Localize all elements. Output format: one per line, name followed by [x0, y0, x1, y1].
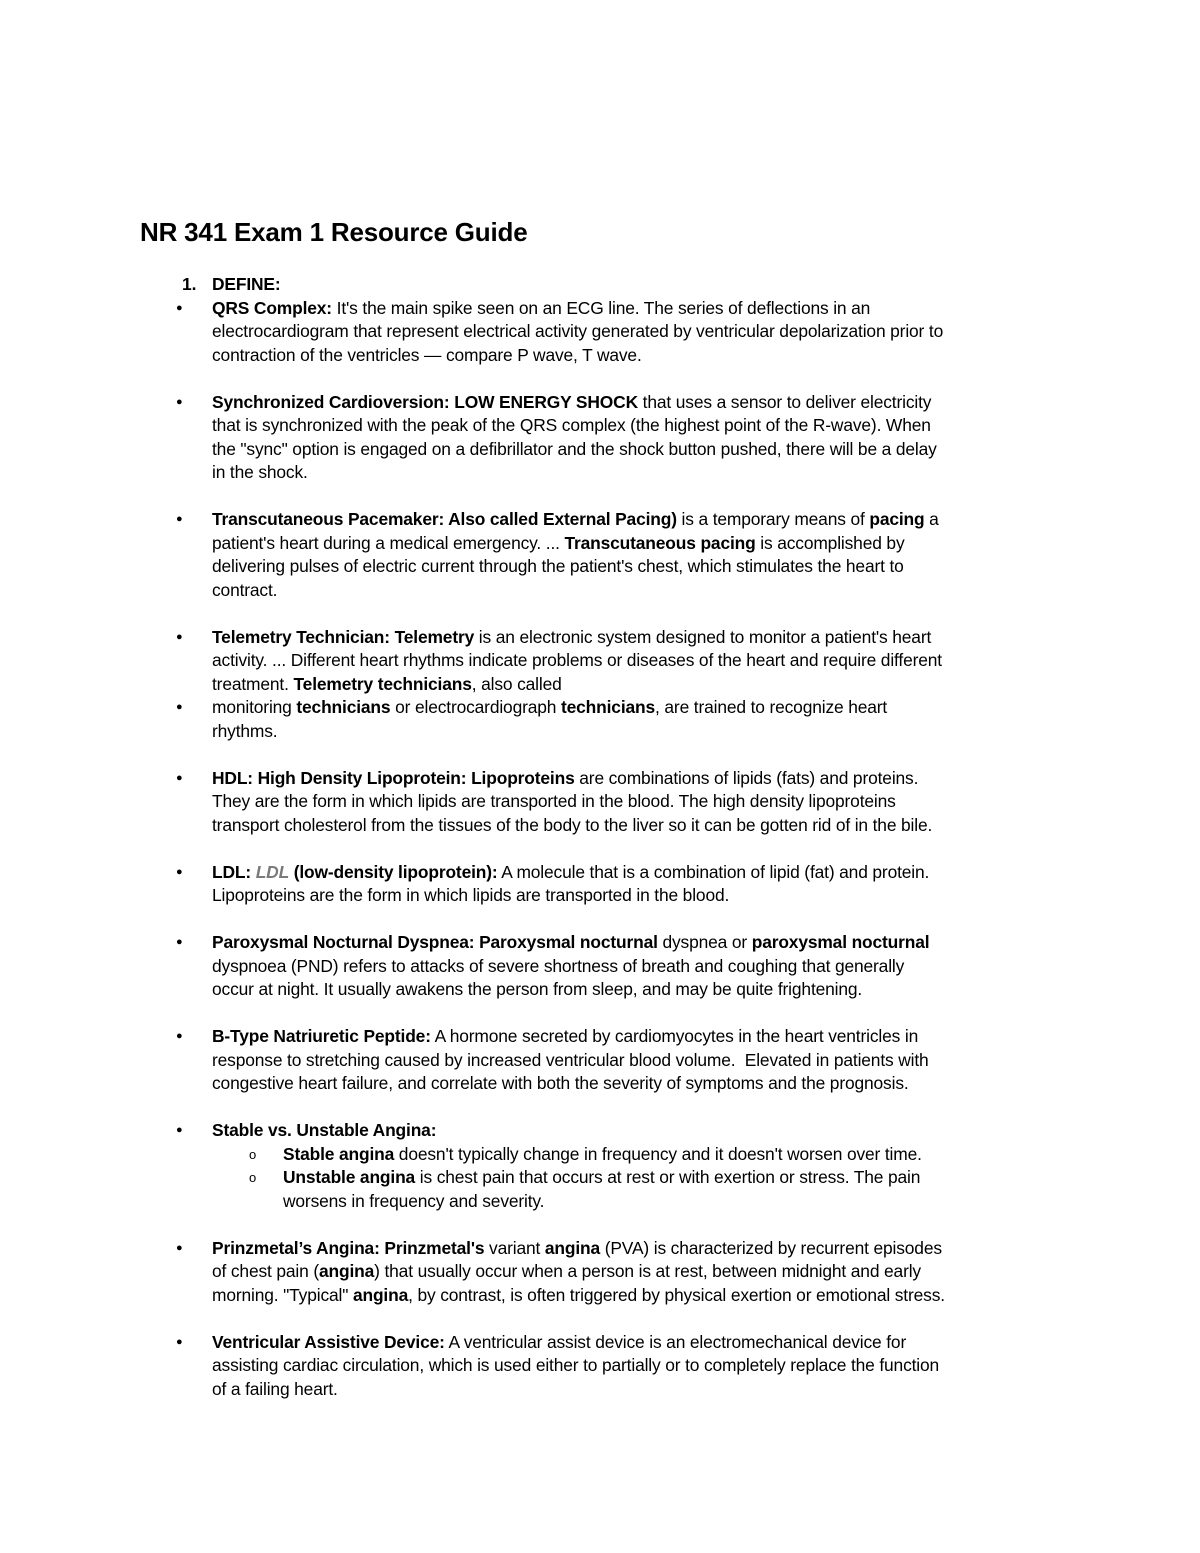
body-text: dyspnoea (PND) refers to attacks of severe shortness of breath and coughing that generally	[212, 955, 905, 976]
body-text: It's the main spike seen on an ECG line. The series of deflections in an	[331, 297, 871, 318]
definition-group	[0, 626, 1200, 744]
body-text: of a failing heart.	[212, 1378, 338, 1399]
bullet-dot-icon: ●	[176, 1241, 183, 1254]
definition-group	[0, 273, 1200, 367]
bold-text: paroxysmal nocturnal	[751, 932, 930, 952]
body-text: variant	[484, 1237, 545, 1258]
list-number: 1.	[182, 274, 197, 294]
bold-text: angina	[319, 1261, 375, 1281]
text-line	[0, 1190, 1200, 1214]
bold-text: technicians	[561, 697, 656, 717]
definition-group	[0, 1331, 1200, 1402]
body-text: rhythms.	[212, 720, 278, 741]
list-item	[0, 1119, 1200, 1143]
list-item	[0, 931, 1200, 1002]
body-text: patient's heart during a medical emergency. ...	[212, 532, 565, 553]
body-text: A hormone secreted by cardiomyocytes in the heart ventricles in	[430, 1026, 919, 1046]
italic-text: LDL	[255, 861, 290, 882]
list-item	[0, 1331, 1200, 1402]
text-line	[0, 532, 1200, 556]
bullet-circle-icon: o	[249, 1170, 257, 1185]
bullet-dot-icon: ●	[176, 1335, 183, 1348]
body-text: dyspnea or	[657, 932, 752, 952]
text-line	[0, 414, 1200, 438]
bold-text: technicians	[296, 697, 391, 717]
body-text: monitoring	[212, 697, 297, 717]
text-line	[0, 344, 1200, 368]
body-text: is a temporary means of	[676, 509, 870, 529]
definition-group	[0, 1237, 1200, 1308]
body-text: is chest pain that occurs at rest or with exertion or stress. The pain	[415, 1167, 921, 1187]
text-line	[0, 1166, 1200, 1190]
body-text: congestive heart failure, and correlate with both the severity of symptoms and the prognosis.	[212, 1073, 909, 1093]
body-text: assisting cardiac circulation, which is used either to partially or to completely replace the function	[212, 1355, 940, 1375]
bold-text: B-Type Natriuretic Peptide:	[212, 1026, 431, 1046]
list-item	[0, 767, 1200, 838]
body-text: is an electronic system designed to monitor a patient's heart	[474, 626, 932, 647]
bold-text: angina	[544, 1237, 601, 1258]
body-text: Lipoproteins are the form in which lipids are transported in the blood.	[212, 885, 730, 905]
list-item	[0, 273, 1200, 297]
body-text: contract.	[212, 579, 278, 600]
bullet-dot-icon: ●	[176, 771, 183, 784]
body-text: A molecule that is a combination of lipid (fat) and protein.	[497, 861, 930, 882]
list-item	[0, 1025, 1200, 1096]
body-text: that uses a sensor to deliver electricity	[637, 391, 932, 412]
text-line	[0, 320, 1200, 344]
text-line	[0, 790, 1200, 814]
bold-text: Transcutaneous Pacemaker: Also called External Pacing)	[212, 509, 677, 529]
list-item	[0, 626, 1200, 697]
body-text: transport cholesterol from the tissues of the body to the liver so it can be gotten rid of in the bile.	[212, 814, 933, 835]
bold-text: Stable angina	[283, 1143, 395, 1164]
text-line	[0, 579, 1200, 603]
body-text: ) that usually occur when a person is at rest, between midnight and early	[374, 1261, 921, 1281]
bold-text: Synchronized Cardioversion: LOW ENERGY SHOCK	[212, 391, 638, 412]
list-item	[0, 696, 1200, 743]
list-item	[0, 1237, 1200, 1308]
text-line	[0, 1072, 1200, 1096]
body-text: delivering pulses of electric current through the patient's chest, which stimulates the heart to	[212, 556, 904, 576]
body-text: response to stretching caused by increased ventricular blood volume. Elevated in patients with	[212, 1049, 929, 1070]
bold-text: Stable vs. Unstable Angina:	[212, 1120, 437, 1140]
list-item	[0, 391, 1200, 485]
definition-group	[0, 1025, 1200, 1096]
text-line	[0, 884, 1200, 908]
body-text: that is synchronized with the peak of the QRS complex (the highest point of the R-wave). When	[212, 415, 931, 435]
text-line	[0, 978, 1200, 1002]
text-line	[0, 555, 1200, 579]
bullet-dot-icon: ●	[176, 936, 183, 948]
bullet-dot-icon: ●	[176, 513, 183, 525]
body-text: , by contrast, is often triggered by physical exertion or emotional stress.	[408, 1284, 945, 1305]
bullet-dot-icon: ●	[176, 1124, 183, 1136]
bullet-dot-icon: ●	[176, 701, 183, 713]
bold-text: angina	[352, 1284, 409, 1305]
text-line	[0, 1354, 1200, 1378]
text-line	[0, 273, 1200, 297]
body-text: (PVA) is characterized by recurrent episodes	[600, 1237, 942, 1258]
sub-list-item	[0, 1143, 1200, 1167]
bold-text: Telemetry Technician: Telemetry	[212, 626, 475, 647]
body-text: morning. "Typical"	[212, 1284, 353, 1305]
bullet-dot-icon: ●	[176, 301, 183, 314]
list-item	[0, 508, 1200, 602]
body-text: are combinations of lipids (fats) and proteins.	[574, 767, 919, 788]
body-text: worsens in frequency and severity.	[283, 1190, 545, 1211]
body-text: the "sync" option is engaged on a defibrillator and the shock button pushed, there will be a delay	[212, 438, 937, 459]
bullet-circle-icon: o	[249, 1146, 257, 1162]
page-title: NR 341 Exam 1 Resource Guide	[140, 217, 528, 247]
body-text: treatment.	[212, 673, 294, 694]
list-item	[0, 861, 1200, 908]
text-line	[0, 814, 1200, 838]
text-line	[0, 1284, 1200, 1308]
body-text: or electrocardiograph	[390, 697, 561, 717]
bullet-dot-icon: ●	[176, 1030, 183, 1042]
bold-text: LDL:	[212, 861, 256, 882]
bold-text: Unstable angina	[283, 1167, 416, 1187]
definition-group	[0, 391, 1200, 485]
text-line	[0, 1049, 1200, 1073]
body-text: is accomplished by	[755, 532, 905, 553]
text-line	[0, 673, 1200, 697]
bullet-dot-icon: ●	[176, 630, 183, 643]
body-text: activity. ... Different heart rhythms indicate problems or diseases of the heart and require different	[212, 650, 942, 670]
bold-text: HDL: High Density Lipoprotein: Lipoproteins	[212, 767, 575, 788]
body-text: , also called	[471, 673, 562, 694]
bold-text: QRS Complex:	[212, 297, 332, 318]
definition-group	[0, 508, 1200, 602]
definition-list	[0, 273, 1200, 1425]
body-text: electrocardiogram that represent electrical activity generated by ventricular depolarization prior to	[212, 321, 944, 341]
body-text: in the shock.	[212, 462, 308, 482]
bold-text: Ventricular Assistive Device:	[212, 1331, 445, 1352]
text-line	[0, 1260, 1200, 1284]
bold-text: Prinzmetal’s Angina: Prinzmetal's	[212, 1237, 485, 1258]
body-text: a	[924, 509, 939, 529]
definition-group	[0, 861, 1200, 908]
text-line	[0, 1378, 1200, 1402]
bold-text: Paroxysmal Nocturnal Dyspnea: Paroxysmal nocturnal	[212, 932, 658, 952]
bullet-dot-icon: ●	[176, 865, 183, 878]
text-line	[0, 438, 1200, 462]
text-line	[0, 649, 1200, 673]
bold-text: Transcutaneous pacing	[564, 532, 756, 553]
list-item	[0, 297, 1200, 368]
body-text: of chest pain (	[212, 1261, 319, 1281]
text-line	[0, 955, 1200, 979]
sub-list-item	[0, 1166, 1200, 1213]
body-text: contraction of the ventricles — compare P wave, T wave.	[212, 344, 642, 365]
bullet-dot-icon: ●	[176, 395, 183, 408]
definition-group	[0, 767, 1200, 838]
body-text: A ventricular assist device is an electromechanical device for	[444, 1331, 907, 1352]
text-line	[0, 720, 1200, 744]
text-line	[0, 1143, 1200, 1167]
bold-text: DEFINE:	[212, 274, 281, 294]
body-text: They are the form in which lipids are transported in the blood. The high density lipoproteins	[212, 791, 896, 811]
definition-group	[0, 931, 1200, 1002]
bold-text: (low-density lipoprotein):	[289, 861, 498, 882]
body-text: occur at night. It usually awakens the person from sleep, and may be quite frightening.	[212, 979, 863, 999]
bold-text: Telemetry technicians	[293, 673, 472, 694]
text-line	[0, 461, 1200, 485]
body-text: doesn't typically change in frequency and it doesn't worsen over time.	[394, 1143, 922, 1164]
body-text: , are trained to recognize heart	[655, 697, 888, 717]
definition-group	[0, 1119, 1200, 1213]
bold-text: pacing	[869, 509, 925, 529]
